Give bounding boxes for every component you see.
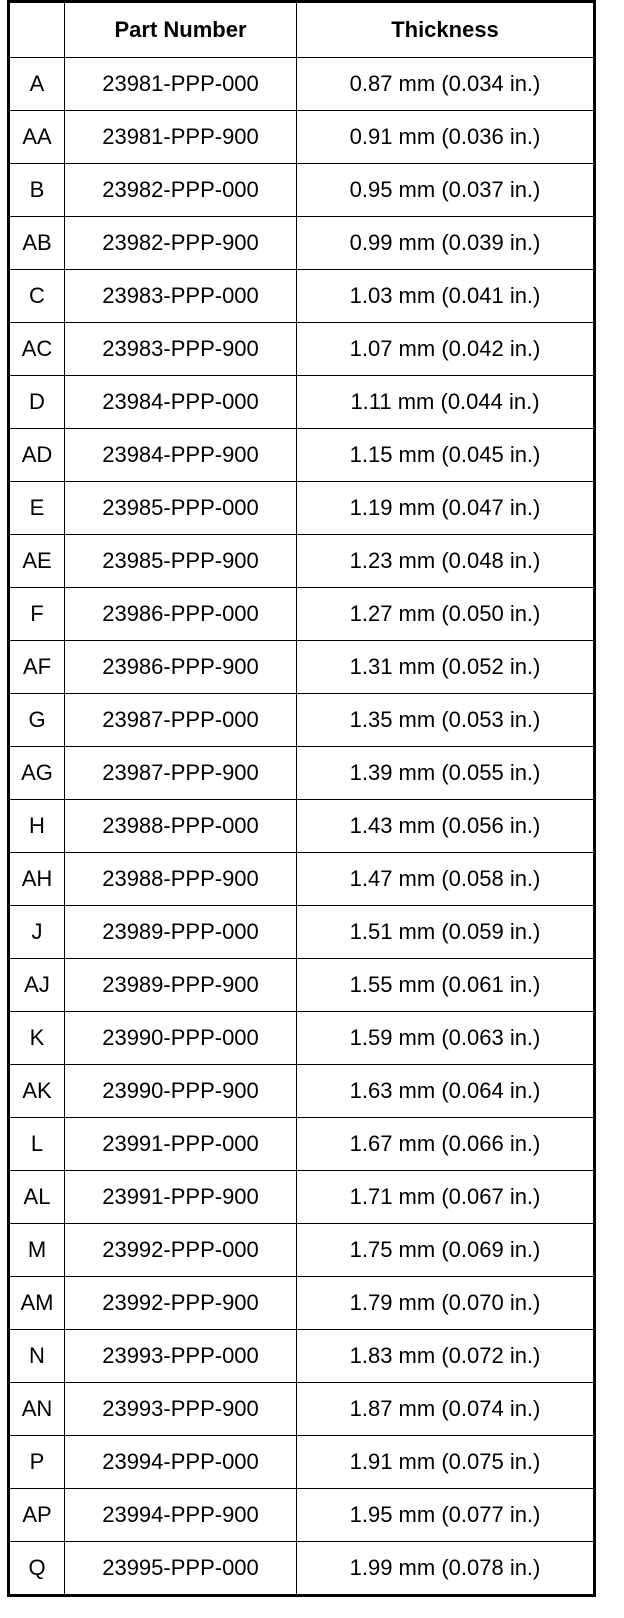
cell-code: AG <box>9 747 65 800</box>
cell-part-number: 23992-PPP-900 <box>65 1277 297 1330</box>
table-header <box>9 2 595 58</box>
cell-thickness: 1.55 mm (0.061 in.) <box>297 959 595 1012</box>
table-row <box>9 217 595 270</box>
cell-thickness: 1.35 mm (0.053 in.) <box>297 694 595 747</box>
table-row <box>9 1542 595 1596</box>
cell-code: AJ <box>9 959 65 1012</box>
cell-thickness: 1.19 mm (0.047 in.) <box>297 482 595 535</box>
cell-code: P <box>9 1436 65 1489</box>
cell-thickness: 1.43 mm (0.056 in.) <box>297 800 595 853</box>
cell-code: B <box>9 164 65 217</box>
cell-part-number: 23986-PPP-000 <box>65 588 297 641</box>
table-row <box>9 270 595 323</box>
table-row <box>9 1065 595 1118</box>
table-row <box>9 111 595 164</box>
parts-table <box>7 0 596 1597</box>
cell-thickness: 0.91 mm (0.036 in.) <box>297 111 595 164</box>
cell-thickness: 1.51 mm (0.059 in.) <box>297 906 595 959</box>
cell-thickness: 1.83 mm (0.072 in.) <box>297 1330 595 1383</box>
cell-code: AL <box>9 1171 65 1224</box>
cell-code: Q <box>9 1542 65 1596</box>
cell-part-number: 23991-PPP-900 <box>65 1171 297 1224</box>
cell-part-number: 23986-PPP-900 <box>65 641 297 694</box>
cell-code: AM <box>9 1277 65 1330</box>
table-row <box>9 482 595 535</box>
cell-thickness: 1.31 mm (0.052 in.) <box>297 641 595 694</box>
cell-code: J <box>9 906 65 959</box>
cell-part-number: 23994-PPP-900 <box>65 1489 297 1542</box>
cell-part-number: 23983-PPP-000 <box>65 270 297 323</box>
cell-code: N <box>9 1330 65 1383</box>
cell-thickness: 1.59 mm (0.063 in.) <box>297 1012 595 1065</box>
cell-part-number: 23991-PPP-000 <box>65 1118 297 1171</box>
cell-thickness: 1.39 mm (0.055 in.) <box>297 747 595 800</box>
cell-code: M <box>9 1224 65 1277</box>
cell-part-number: 23985-PPP-000 <box>65 482 297 535</box>
cell-part-number: 23992-PPP-000 <box>65 1224 297 1277</box>
table-row <box>9 535 595 588</box>
cell-part-number: 23987-PPP-900 <box>65 747 297 800</box>
table-row <box>9 1383 595 1436</box>
cell-thickness: 1.23 mm (0.048 in.) <box>297 535 595 588</box>
table-row <box>9 1118 595 1171</box>
cell-part-number: 23994-PPP-000 <box>65 1436 297 1489</box>
cell-code: AC <box>9 323 65 376</box>
cell-code: G <box>9 694 65 747</box>
cell-part-number: 23990-PPP-900 <box>65 1065 297 1118</box>
table-row <box>9 694 595 747</box>
header-row <box>9 2 595 58</box>
cell-part-number: 23981-PPP-000 <box>65 58 297 111</box>
cell-code: AP <box>9 1489 65 1542</box>
table-row <box>9 959 595 1012</box>
cell-code: AD <box>9 429 65 482</box>
cell-thickness: 1.47 mm (0.058 in.) <box>297 853 595 906</box>
cell-code: C <box>9 270 65 323</box>
cell-part-number: 23990-PPP-000 <box>65 1012 297 1065</box>
cell-thickness: 1.15 mm (0.045 in.) <box>297 429 595 482</box>
cell-code: D <box>9 376 65 429</box>
cell-code: AH <box>9 853 65 906</box>
cell-thickness: 1.79 mm (0.070 in.) <box>297 1277 595 1330</box>
table-row <box>9 164 595 217</box>
cell-code: L <box>9 1118 65 1171</box>
table-row <box>9 323 595 376</box>
table-row <box>9 1012 595 1065</box>
cell-thickness: 1.11 mm (0.044 in.) <box>297 376 595 429</box>
table-row <box>9 1436 595 1489</box>
cell-code: H <box>9 800 65 853</box>
cell-part-number: 23989-PPP-900 <box>65 959 297 1012</box>
table-row <box>9 906 595 959</box>
cell-thickness: 1.27 mm (0.050 in.) <box>297 588 595 641</box>
cell-thickness: 1.07 mm (0.042 in.) <box>297 323 595 376</box>
cell-part-number: 23993-PPP-900 <box>65 1383 297 1436</box>
cell-part-number: 23985-PPP-900 <box>65 535 297 588</box>
cell-thickness: 0.87 mm (0.034 in.) <box>297 58 595 111</box>
cell-thickness: 1.95 mm (0.077 in.) <box>297 1489 595 1542</box>
table-row <box>9 429 595 482</box>
cell-code: AF <box>9 641 65 694</box>
header-thickness: Thickness <box>297 2 595 58</box>
cell-part-number: 23995-PPP-000 <box>65 1542 297 1596</box>
cell-code: AK <box>9 1065 65 1118</box>
table-row <box>9 1489 595 1542</box>
cell-part-number: 23982-PPP-000 <box>65 164 297 217</box>
table-row <box>9 800 595 853</box>
cell-code: AE <box>9 535 65 588</box>
table-row <box>9 58 595 111</box>
cell-thickness: 1.71 mm (0.067 in.) <box>297 1171 595 1224</box>
cell-thickness: 1.67 mm (0.066 in.) <box>297 1118 595 1171</box>
cell-thickness: 1.75 mm (0.069 in.) <box>297 1224 595 1277</box>
cell-part-number: 23988-PPP-000 <box>65 800 297 853</box>
table-row <box>9 1277 595 1330</box>
cell-part-number: 23993-PPP-000 <box>65 1330 297 1383</box>
header-code <box>9 2 65 58</box>
table-row <box>9 588 595 641</box>
cell-thickness: 0.99 mm (0.039 in.) <box>297 217 595 270</box>
cell-part-number: 23988-PPP-900 <box>65 853 297 906</box>
cell-part-number: 23987-PPP-000 <box>65 694 297 747</box>
table-row <box>9 853 595 906</box>
header-part-number: Part Number <box>65 2 297 58</box>
table-row <box>9 376 595 429</box>
cell-code: A <box>9 58 65 111</box>
cell-part-number: 23982-PPP-900 <box>65 217 297 270</box>
table-row <box>9 641 595 694</box>
cell-part-number: 23989-PPP-000 <box>65 906 297 959</box>
cell-part-number: 23984-PPP-000 <box>65 376 297 429</box>
cell-code: AA <box>9 111 65 164</box>
cell-thickness: 1.99 mm (0.078 in.) <box>297 1542 595 1596</box>
cell-code: F <box>9 588 65 641</box>
cell-part-number: 23984-PPP-900 <box>65 429 297 482</box>
table-body <box>9 58 595 1596</box>
cell-code: AN <box>9 1383 65 1436</box>
cell-part-number: 23981-PPP-900 <box>65 111 297 164</box>
cell-thickness: 1.87 mm (0.074 in.) <box>297 1383 595 1436</box>
table-row <box>9 747 595 800</box>
cell-thickness: 1.63 mm (0.064 in.) <box>297 1065 595 1118</box>
cell-code: K <box>9 1012 65 1065</box>
cell-part-number: 23983-PPP-900 <box>65 323 297 376</box>
table-row <box>9 1224 595 1277</box>
shim-selection-sheet <box>7 0 593 1597</box>
cell-code: E <box>9 482 65 535</box>
cell-thickness: 0.95 mm (0.037 in.) <box>297 164 595 217</box>
cell-thickness: 1.91 mm (0.075 in.) <box>297 1436 595 1489</box>
table-row <box>9 1171 595 1224</box>
cell-code: AB <box>9 217 65 270</box>
table-row <box>9 1330 595 1383</box>
cell-thickness: 1.03 mm (0.041 in.) <box>297 270 595 323</box>
